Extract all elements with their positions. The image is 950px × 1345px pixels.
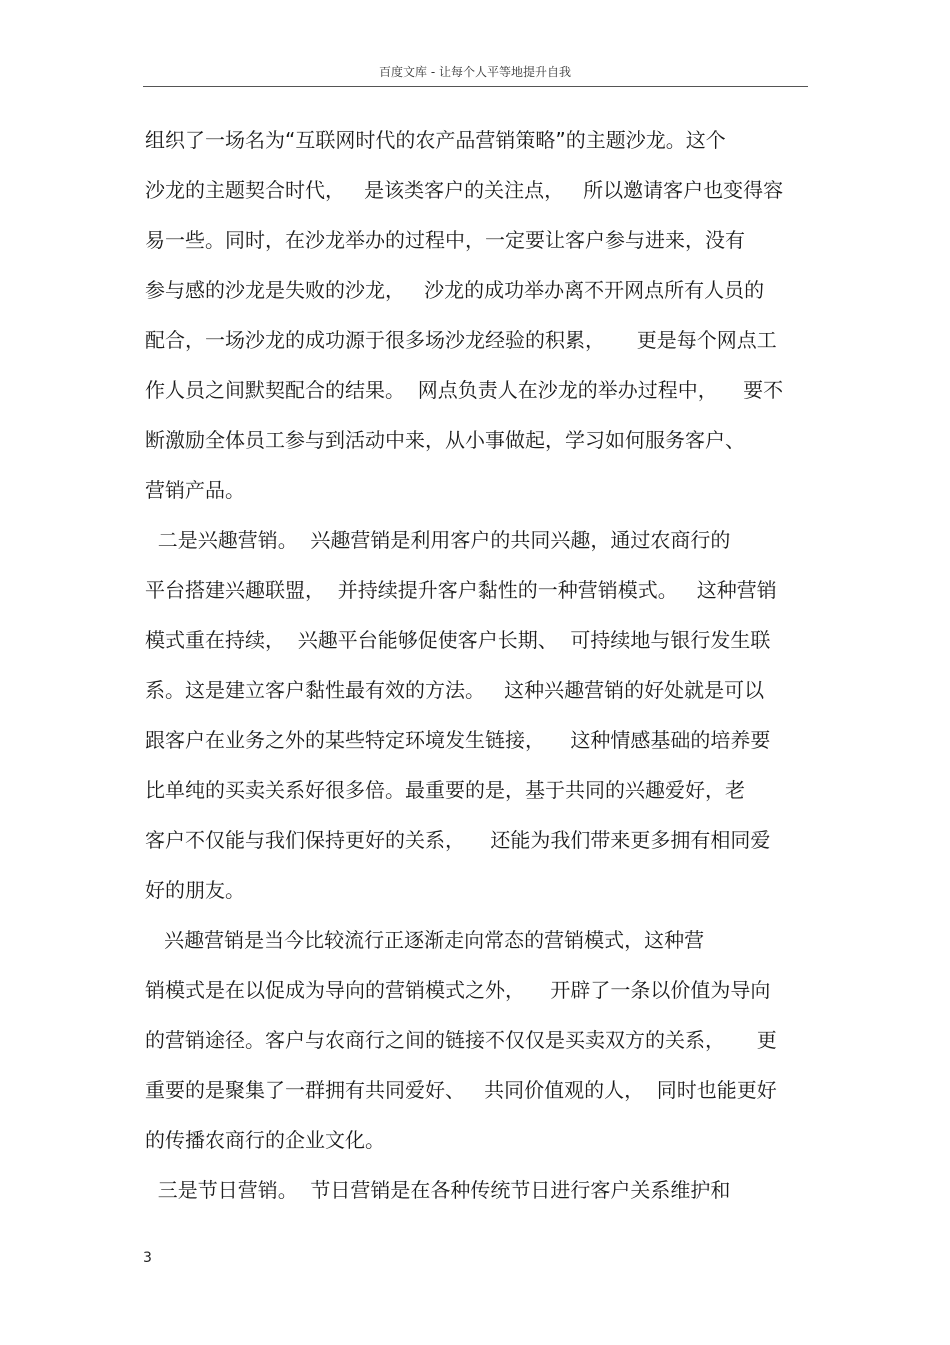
text-line: 参与感的沙龙是失败的沙龙， 沙龙的成功举办离不开网点所有人员的: [145, 278, 765, 302]
text-line: 跟客户在业务之外的某些特定环境发生链接， 这种情感基础的培养要: [145, 728, 771, 752]
text-line: 营销产品。: [145, 478, 245, 502]
text-line: 重要的是聚集了一群拥有共同爱好、 共同价值观的人， 同时也能更好: [145, 1078, 777, 1102]
text-line: 三是节日营销。 节日营销是在各种传统节日进行客户关系维护和: [145, 1178, 731, 1202]
text-line: 模式重在持续， 兴趣平台能够促使客户长期、 可持续地与银行发生联: [145, 628, 771, 652]
text-line: 比单纯的买卖关系好很多倍。最重要的是，基于共同的兴趣爱好，老: [145, 778, 745, 802]
text-line: 易一些。同时，在沙龙举办的过程中，一定要让客户参与进来，没有: [145, 228, 745, 252]
page-number: 3: [143, 1250, 152, 1266]
text-line: 的传播农商行的企业文化。: [145, 1128, 385, 1152]
text-line: 平台搭建兴趣联盟， 并持续提升客户黏性的一种营销模式。 这种营销: [145, 578, 777, 602]
running-header: 百度文库 - 让每个人平等地提升自我: [379, 65, 571, 79]
text-line: 客户不仅能与我们保持更好的关系， 还能为我们带来更多拥有相同爱: [145, 828, 771, 852]
text-line: 销模式是在以促成为导向的营销模式之外， 开辟了一条以价值为导向: [145, 978, 771, 1002]
text-line: 兴趣营销是当今比较流行正逐渐走向常态的营销模式，这种营: [145, 928, 705, 952]
text-line: 二是兴趣营销。 兴趣营销是利用客户的共同兴趣，通过农商行的: [145, 528, 731, 552]
text-line: 沙龙的主题契合时代， 是该类客户的关注点， 所以邀请客户也变得容: [145, 178, 784, 202]
text-line: 作人员之间默契配合的结果。 网点负责人在沙龙的举办过程中， 要不: [145, 378, 784, 402]
text-line: 配合，一场沙龙的成功源于很多场沙龙经验的积累， 更是每个网点工: [145, 328, 777, 352]
header-divider: [143, 86, 808, 87]
text-line: 断激励全体员工参与到活动中来，从小事做起，学习如何服务客户、: [145, 428, 745, 452]
text-line: 系。这是建立客户黏性最有效的方法。 这种兴趣营销的好处就是可以: [145, 678, 765, 702]
text-line: 组织了一场名为“互联网时代的农产品营销策略”的主题沙龙。这个: [145, 128, 726, 152]
text-line: 好的朋友。: [145, 878, 245, 902]
text-line: 的营销途径。客户与农商行之间的链接不仅仅是买卖双方的关系， 更: [145, 1028, 777, 1052]
